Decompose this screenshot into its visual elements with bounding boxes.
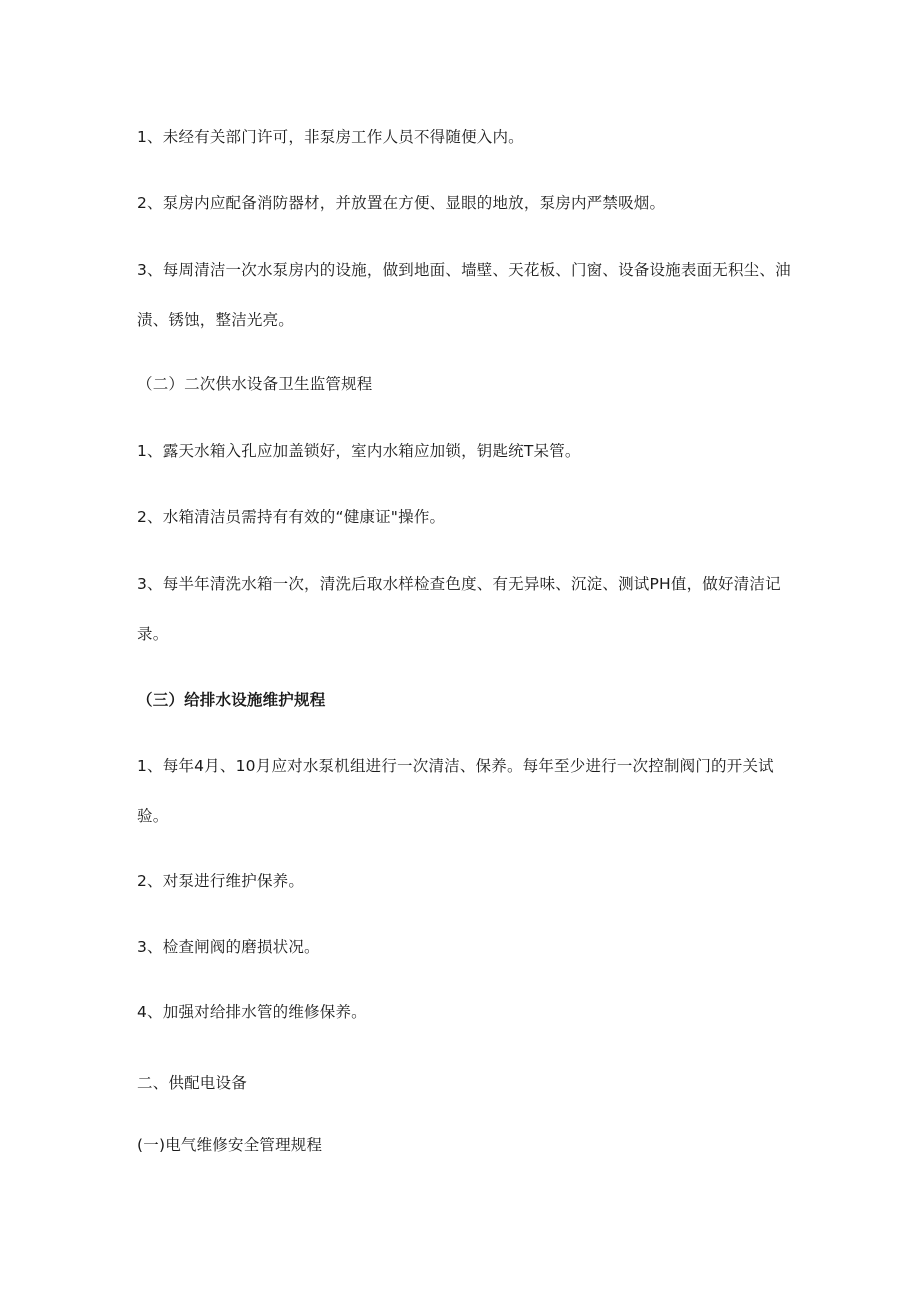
paragraph-6-line-2: 录。	[137, 625, 169, 643]
paragraph-1: 1、未经有关部门许可，非泵房工作人员不得随便入内。	[137, 128, 524, 146]
section-heading-3: （三）给排水设施维护规程	[137, 691, 326, 709]
section-heading-5: (一)电气维修安全管理规程	[137, 1136, 323, 1154]
paragraph-3-line-2: 渍、锈蚀，整洁光亮。	[137, 311, 295, 329]
paragraph-7-line-1: 1、每年4月、10月应对水泵机组进行一次清洁、保养。每年至少进行一次控制阀门的开关试	[137, 757, 774, 775]
paragraph-9: 3、检查闸阀的磨损状况。	[137, 938, 320, 956]
section-heading-4: 二、供配电设备	[137, 1074, 247, 1092]
paragraph-3-line-1: 3、每周清洁一次水泵房内的设施，做到地面、墙壁、天花板、门窗、设备设施表面无积尘、油	[137, 261, 791, 279]
paragraph-5: 2、水箱清洁员需持有有效的“健康证"操作。	[137, 508, 446, 526]
paragraph-8: 2、对泵进行维护保养。	[137, 872, 305, 890]
section-heading-2: （二）二次供水设备卫生监管规程	[137, 375, 373, 393]
paragraph-4: 1、露天水箱入孔应加盖锁好，室内水箱应加锁，钥匙统T呆管。	[137, 442, 581, 460]
paragraph-2: 2、泵房内应配备消防器材，并放置在方便、显眼的地放，泵房内严禁吸烟。	[137, 194, 666, 212]
paragraph-10: 4、加强对给排水管的维修保养。	[137, 1003, 367, 1021]
paragraph-6-line-1: 3、每半年清洗水箱一次，清洗后取水样检查色度、有无异味、沉淀、测试PH值，做好清洁记	[137, 575, 781, 593]
paragraph-7-line-2: 验。	[137, 807, 169, 825]
